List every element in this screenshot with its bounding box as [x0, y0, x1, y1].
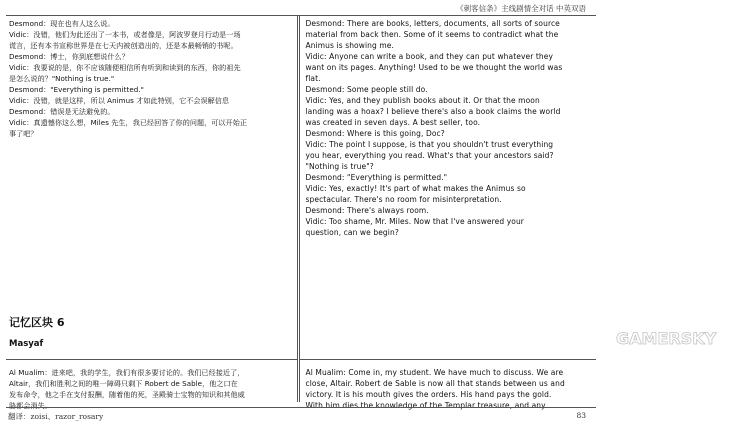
dialogue-line: victory. It is his mouth gives the orders. His hand pays the gold. [305, 390, 552, 399]
dialogue-line: Al Mualim: Come in, my student. We have much to discuss. We are [305, 368, 564, 377]
dialogue-line: 发布命令，他之手在支付报酬，随着他的死，圣殿骑士宝物的知识和其他威 [9, 390, 245, 399]
memory-block-title: 记忆区块 6 [9, 316, 65, 329]
chinese-column [6, 16, 298, 410]
translators-credit: 翻译：zoisi、razor_rosary [8, 412, 104, 421]
dialogue-line: Al Mualim：进来吧，我的学生，我们有很多要讨论的。我们已经接近了， [9, 368, 245, 377]
footer-rule [6, 407, 596, 408]
dialogue-line: landing was a hoax? I believe there's also a book claims the world [305, 107, 561, 116]
memory-block-location: Masyaf [9, 339, 44, 349]
dialogue-line: Vidic: The point I suppose, is that you shouldn't trust everything [305, 140, 554, 149]
dialogue-line: 胁都会消失。 [9, 401, 52, 410]
dialogue-line: "Nothing is true"? [305, 162, 374, 171]
dialogue-line: Vidic：真遗憾你这么想，Miles 先生，我已经回答了你的问题，可以开始正 [9, 118, 247, 127]
chinese-dialogue-top [6, 16, 297, 139]
dialogue-line: 是怎么说的？"Nothing is true." [9, 74, 115, 83]
dialogue-line: Vidic: Too shame, Mr. Miles. Now that I've answered your [305, 217, 524, 226]
dialogue-line: Vidic：没错，就是这样，所以 Animus 才如此特别，它不会误解信息 [9, 96, 230, 105]
dialogue-line: Desmond: Some people still do. [305, 85, 428, 94]
dialogue-line: question, can we begin? [305, 228, 399, 237]
dialogue-line: spectacular. There's no room for misinterpretation. [305, 195, 502, 204]
watermark-text: GAMERSKY [615, 329, 716, 348]
dialogue-line: Desmond："Everything is permitted." [9, 85, 144, 94]
dialogue-line: 事了吧？ [9, 129, 38, 138]
dialogue-line: Vidic：没错，他们为此还出了一本书，或者像是，阿波罗登月行动是一场 [9, 30, 241, 39]
page-number: 83 [576, 411, 586, 420]
dialogue-table [6, 16, 716, 410]
dialogue-line: close, Altair. Robert de Sable is now all that stands between us and [305, 379, 565, 388]
dialogue-line: you hear, everything you read. What's that your ancestors said? [305, 151, 554, 160]
dialogue-line: Desmond：错误是无法避免的。 [9, 107, 115, 116]
dialogue-line: want on its pages. Anything! Used to be we thought the world was [305, 63, 563, 72]
dialogue-line: Desmond: Where is this going, Doc? [305, 129, 445, 138]
row-divider [300, 359, 597, 360]
dialogue-line: Vidic: Yes, and they publish books about it. Or that the moon [305, 96, 540, 105]
english-dialogue-bottom [300, 365, 597, 411]
gamersky-watermark [616, 329, 736, 347]
dialogue-line: Vidic：我要说的是，你不应该随便相信所有听到和读到的东西，你的祖先 [9, 63, 241, 72]
document-header: 《刺客信条》主线剧情全对话 中英双语 [456, 4, 586, 13]
dialogue-line: Animus is showing me. [305, 41, 394, 50]
dialogue-line: Desmond: There's always room. [305, 206, 429, 215]
english-dialogue-top [300, 16, 597, 238]
dialogue-line: With him dies the knowledge of the Templar treasure, and any [305, 401, 546, 410]
english-column [299, 16, 716, 410]
dialogue-line: flat. [305, 74, 321, 83]
dialogue-line: was created in seven days. A best seller, too. [305, 118, 481, 127]
dialogue-line: Desmond: "Everything is permitted." [305, 173, 448, 182]
dialogue-line: Desmond：现在也有人这么说。 [9, 19, 115, 28]
dialogue-line: Desmond: There are books, letters, documents, all sorts of source [305, 19, 560, 28]
dialogue-line: 谎言，还有本书宣称世界是在七天内被创造出的，还是本最畅销的书呢。 [9, 41, 238, 50]
row-divider [6, 359, 297, 360]
dialogue-line: Desmond：博士，你到底想说什么？ [9, 52, 129, 61]
dialogue-line: Vidic: Anyone can write a book, and they can put whatever they [305, 52, 554, 61]
dialogue-line: Vidic: Yes, exactly! It's part of what makes the Animus so [305, 184, 526, 193]
chinese-dialogue-bottom [6, 365, 297, 411]
dialogue-line: Altair，我们和胜利之间的唯一障碍只剩下 Robert de Sable，他之口在 [9, 379, 238, 388]
dialogue-line: material from back then. Some of it seems to contradict what the [305, 30, 559, 39]
